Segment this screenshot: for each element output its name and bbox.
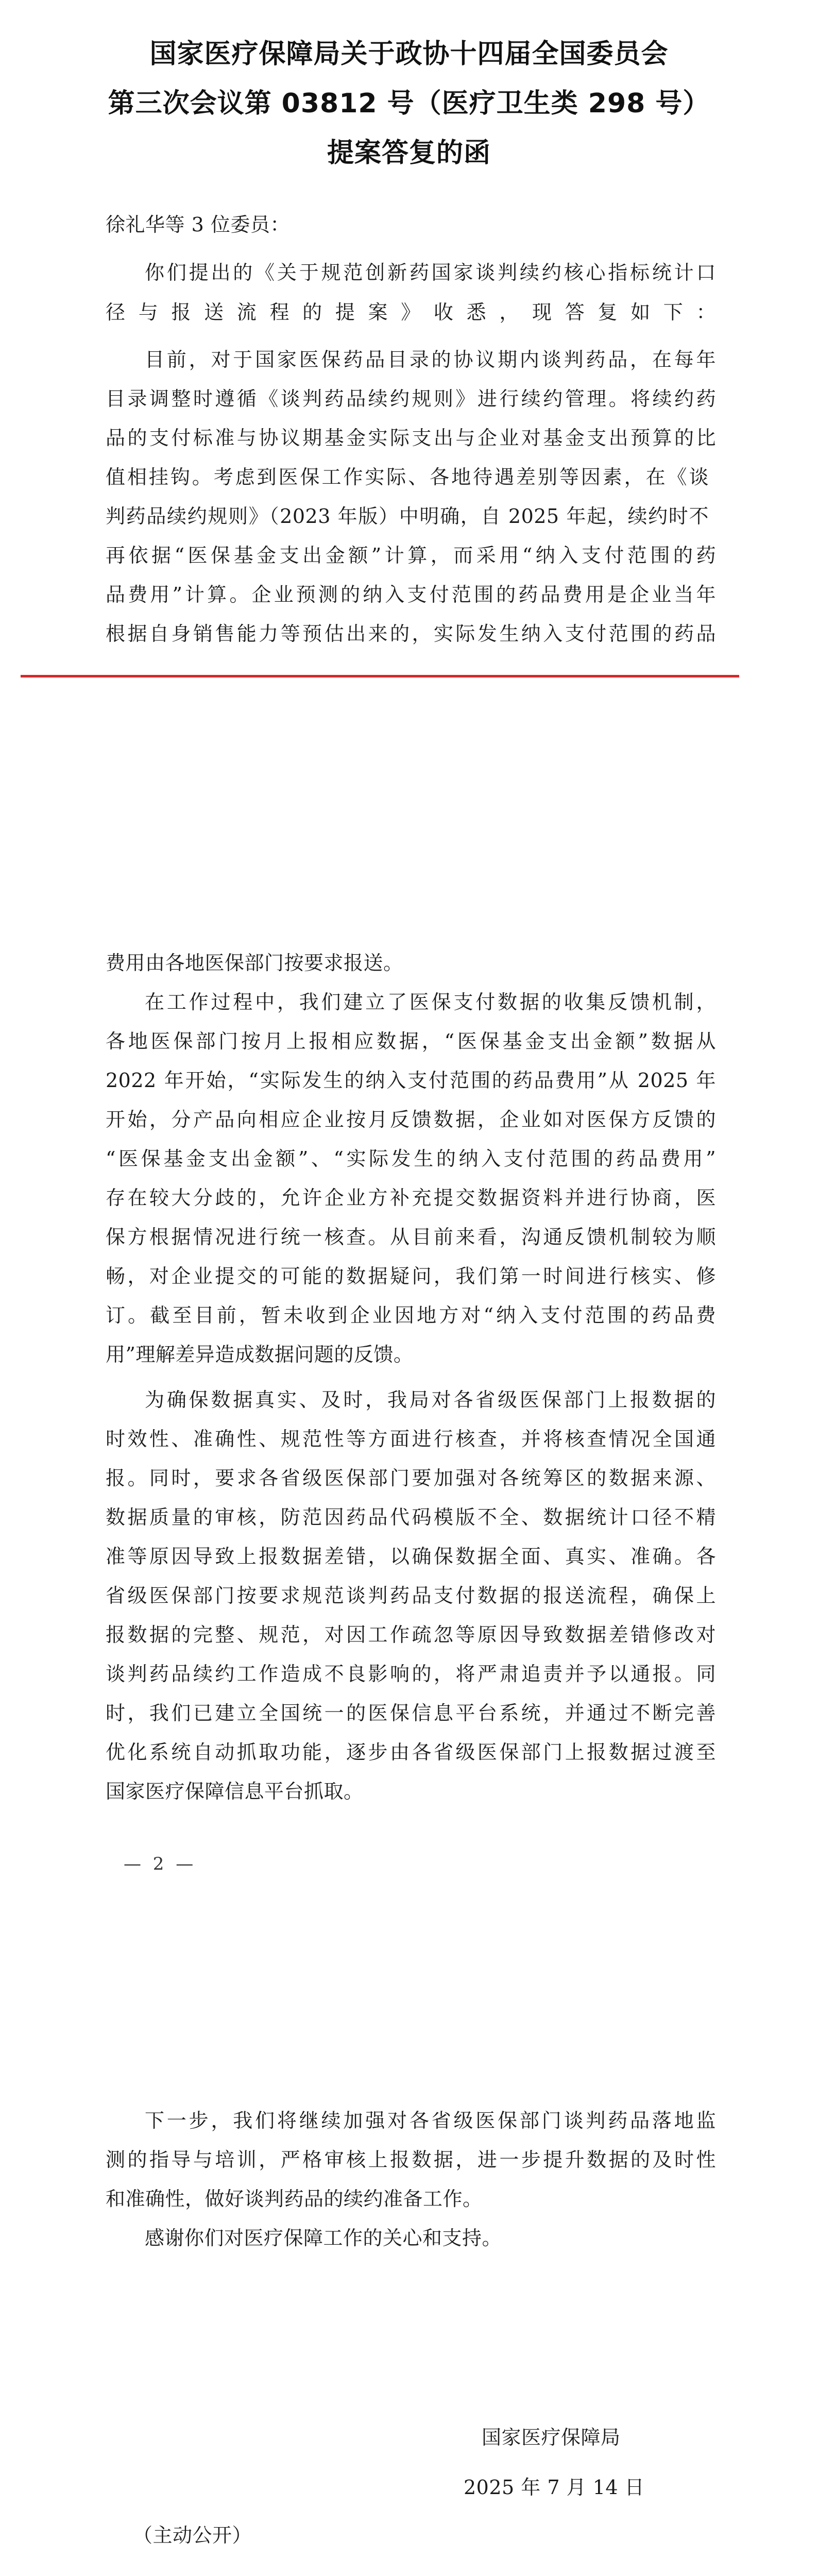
title-line-3: 提案答复的函 [327, 138, 491, 168]
paragraph-line: 判药品续约规则》（2023 年版）中明确，自 2025 年起，续约时不 [106, 505, 709, 528]
page-1-body [106, 212, 716, 676]
page-break-red-rule [21, 675, 739, 677]
paragraph-line: 畅，对企业提交的可能的数据疑问，我们第一时间进行核实、修 [106, 1265, 716, 1287]
paragraph-line: 在工作过程中，我们建立了医保支付数据的收集反馈机制， [145, 991, 716, 1013]
disclosure-label: （主动公开） [133, 2524, 252, 2547]
page-3-body [106, 2108, 716, 2273]
paragraph-line: 谈判药品续约工作造成不良影响的，将严肃追责并予以通报。同 [106, 1663, 716, 1685]
paragraph-line: 准等原因导致上报数据差错，以确保数据全面、真实、准确。各 [106, 1545, 716, 1568]
paragraph-line: 品费用”计算。企业预测的纳入支付范围的药品费用是企业当年 [106, 583, 716, 606]
paragraph-line: 值相挂钩。考虑到医保工作实际、各地待遇差别等因素，在《谈 [106, 466, 709, 488]
paragraph-line: 国家医疗保障信息平台抓取。 [106, 1780, 364, 1803]
paragraph-line: 下一步，我们将继续加强对各省级医保部门谈判药品落地监 [145, 2109, 716, 2132]
page-2-body [106, 951, 716, 1837]
paragraph-line: 用”理解差异造成数据问题的反馈。 [106, 1343, 414, 1366]
paragraph-line: 目前，对于国家医保药品目录的协议期内谈判药品，在每年 [145, 348, 716, 371]
paragraph-line: 为确保数据真实、及时，我局对各省级医保部门上报数据的 [145, 1388, 716, 1411]
paragraph-line: 各地医保部门按月上报相应数据，“医保基金支出金额”数据从 [106, 1030, 716, 1053]
paragraph-line: 时，我们已建立全国统一的医保信息平台系统，并通过不断完善 [106, 1702, 716, 1724]
paragraph-line: 订。截至目前，暂未收到企业因地方对“纳入支付范围的药品费 [106, 1304, 716, 1327]
paragraph-line: 品的支付标准与协议期基金实际支出与企业对基金支出预算的比 [106, 427, 716, 449]
paragraph-line: 优化系统自动抓取功能，逐步由各省级医保部门上报数据过渡至 [106, 1741, 716, 1764]
salutation: 徐礼华等 3 位委员： [106, 213, 290, 236]
paragraph-line: 根据自身销售能力等预估出来的，实际发生纳入支付范围的药品 [106, 622, 716, 645]
signature-date: 2025 年 7 月 14 日 [464, 2476, 645, 2499]
page-number-2: — 2 — [124, 1854, 197, 1874]
paragraph-line: 再依据“医保基金支出金额”计算，而采用“纳入支付范围的药 [106, 544, 716, 567]
paragraph-line: 2022 年开始，“实际发生的纳入支付范围的药品费用”从 2025 年 [106, 1069, 716, 1092]
paragraph-line: 径与报送流程的提案》收悉，现答复如下： [106, 301, 716, 324]
signature-organization: 国家医疗保障局 [482, 2426, 621, 2449]
paragraph-line: 开始，分产品向相应企业按月反馈数据，企业如对医保方反馈的 [106, 1108, 716, 1131]
paragraph-line: 报。同时，要求各省级医保部门要加强对各统筹区的数据来源、 [106, 1467, 716, 1489]
paragraph-line: 数据质量的审核，防范因药品代码模版不全、数据统计口径不精 [106, 1506, 716, 1529]
paragraph-line: 存在较大分歧的，允许企业方补充提交数据资料并进行协商，医 [106, 1187, 716, 1209]
paragraph-line: “医保基金支出金额”、“实际发生的纳入支付范围的药品费用” [106, 1147, 716, 1170]
title-line-2: 第三次会议第 03812 号（医疗卫生类 298 号） [108, 88, 710, 119]
paragraph-line: 测的指导与培训，严格审核上报数据，进一步提升数据的及时性 [106, 2148, 716, 2171]
paragraph-line: 保方根据情况进行统一核查。从目前来看，沟通反馈机制较为顺 [106, 1226, 716, 1248]
paragraph-line: 省级医保部门按要求规范谈判药品支付数据的报送流程，确保上 [106, 1584, 716, 1607]
paragraph-line: 费用由各地医保部门按要求报送。 [106, 952, 403, 974]
paragraph-line: 你们提出的《关于规范创新药国家谈判续约核心指标统计口 [145, 261, 716, 284]
paragraph-line: 时效性、准确性、规范性等方面进行核查，并将核查情况全国通 [106, 1428, 716, 1450]
paragraph-line: 目录调整时遵循《谈判药品续约规则》进行续约管理。将续约药 [106, 387, 716, 410]
title-line-1: 国家医疗保障局关于政协十四届全国委员会 [149, 39, 669, 70]
paragraph-line: 和准确性，做好谈判药品的续约准备工作。 [106, 2188, 483, 2210]
paragraph-line: 感谢你们对医疗保障工作的关心和支持。 [145, 2227, 502, 2249]
paragraph-line: 报数据的完整、规范，对因工作疏忽等原因导致数据差错修改对 [106, 1623, 716, 1646]
